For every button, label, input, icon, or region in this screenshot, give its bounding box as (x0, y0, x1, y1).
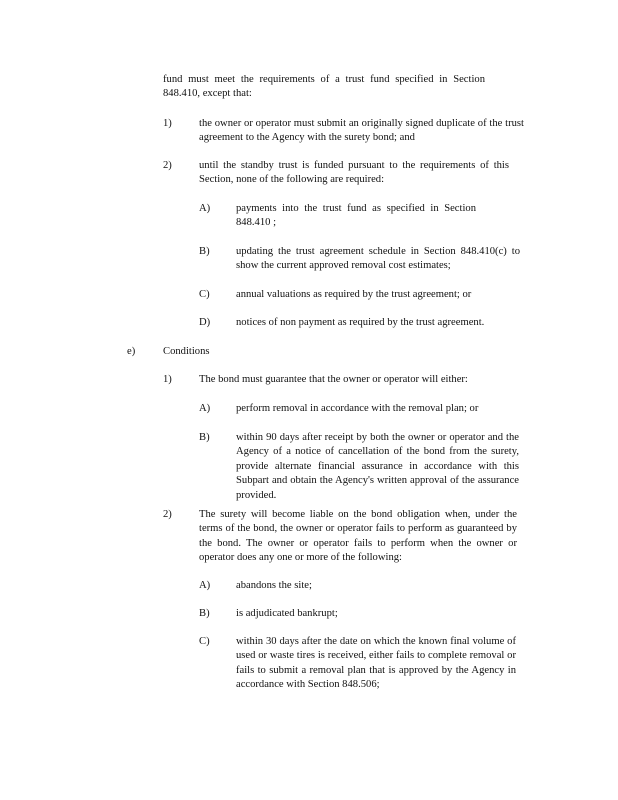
subitem-text: annual valuations as required by the trust agreement; or (236, 289, 472, 300)
subitem-text: notices of non payment as required by the trust agreement. (236, 317, 485, 328)
item-label: 1) (163, 374, 172, 385)
item-text: The surety will become liable on the bond obligation when, under the terms of the bond, the owner or operator fails to perform as guaranteed by the bond. The owner or operator fails to perform when the owner or operator does any one or more of the following: (199, 509, 517, 564)
item-text: the owner or operator must submit an originally signed duplicate of the trust agreement to the Agency with the surety bond; and (199, 118, 524, 144)
subitem-label: B) (199, 608, 210, 619)
item-label: 2) (163, 509, 172, 520)
section-label: e) (127, 346, 136, 357)
subitem-text: updating the trust agreement schedule in Section 848.410(c) to show the current approved removal cost estimates; (236, 246, 520, 272)
subitem-text: perform removal in accordance with the removal plan; or (236, 403, 479, 414)
item-label: 1) (163, 118, 172, 129)
subitem-label: B) (199, 246, 210, 257)
item-label: 2) (163, 160, 172, 171)
subitem-text: abandons the site; (236, 580, 312, 591)
subitem-text: is adjudicated bankrupt; (236, 608, 338, 619)
subitem-label: C) (199, 636, 210, 647)
subitem-text: within 90 days after receipt by both the owner or operator and the Agency of a notice of cancellation of the bond from the surety, provide alternate financial assurance in accordance with this Subpart and obtain the Agency's written approval of the assurance provided. (236, 432, 519, 501)
section-title: Conditions (163, 346, 210, 357)
subitem-label: C) (199, 289, 210, 300)
subitem-text: within 30 days after the date on which the known final volume of used or waste tires is received, either fails to complete removal or fails to submit a removal plan that is approved by the Agency in accordance with Section 848.506; (236, 636, 516, 691)
subitem-label: A) (199, 403, 211, 414)
subitem-label: B) (199, 432, 210, 443)
item-text: until the standby trust is funded pursuant to the requirements of this Section, none of the following are required: (199, 160, 509, 186)
item-text: The bond must guarantee that the owner or operator will either: (199, 374, 468, 385)
subitem-label: A) (199, 203, 211, 214)
subitem-label: D) (199, 317, 211, 328)
subitem-text: payments into the trust fund as specified in Section 848.410 ; (236, 203, 476, 229)
intro-paragraph: fund must meet the requirements of a trust fund specified in Section 848.410, except that: (163, 74, 485, 100)
subitem-label: A) (199, 580, 211, 591)
